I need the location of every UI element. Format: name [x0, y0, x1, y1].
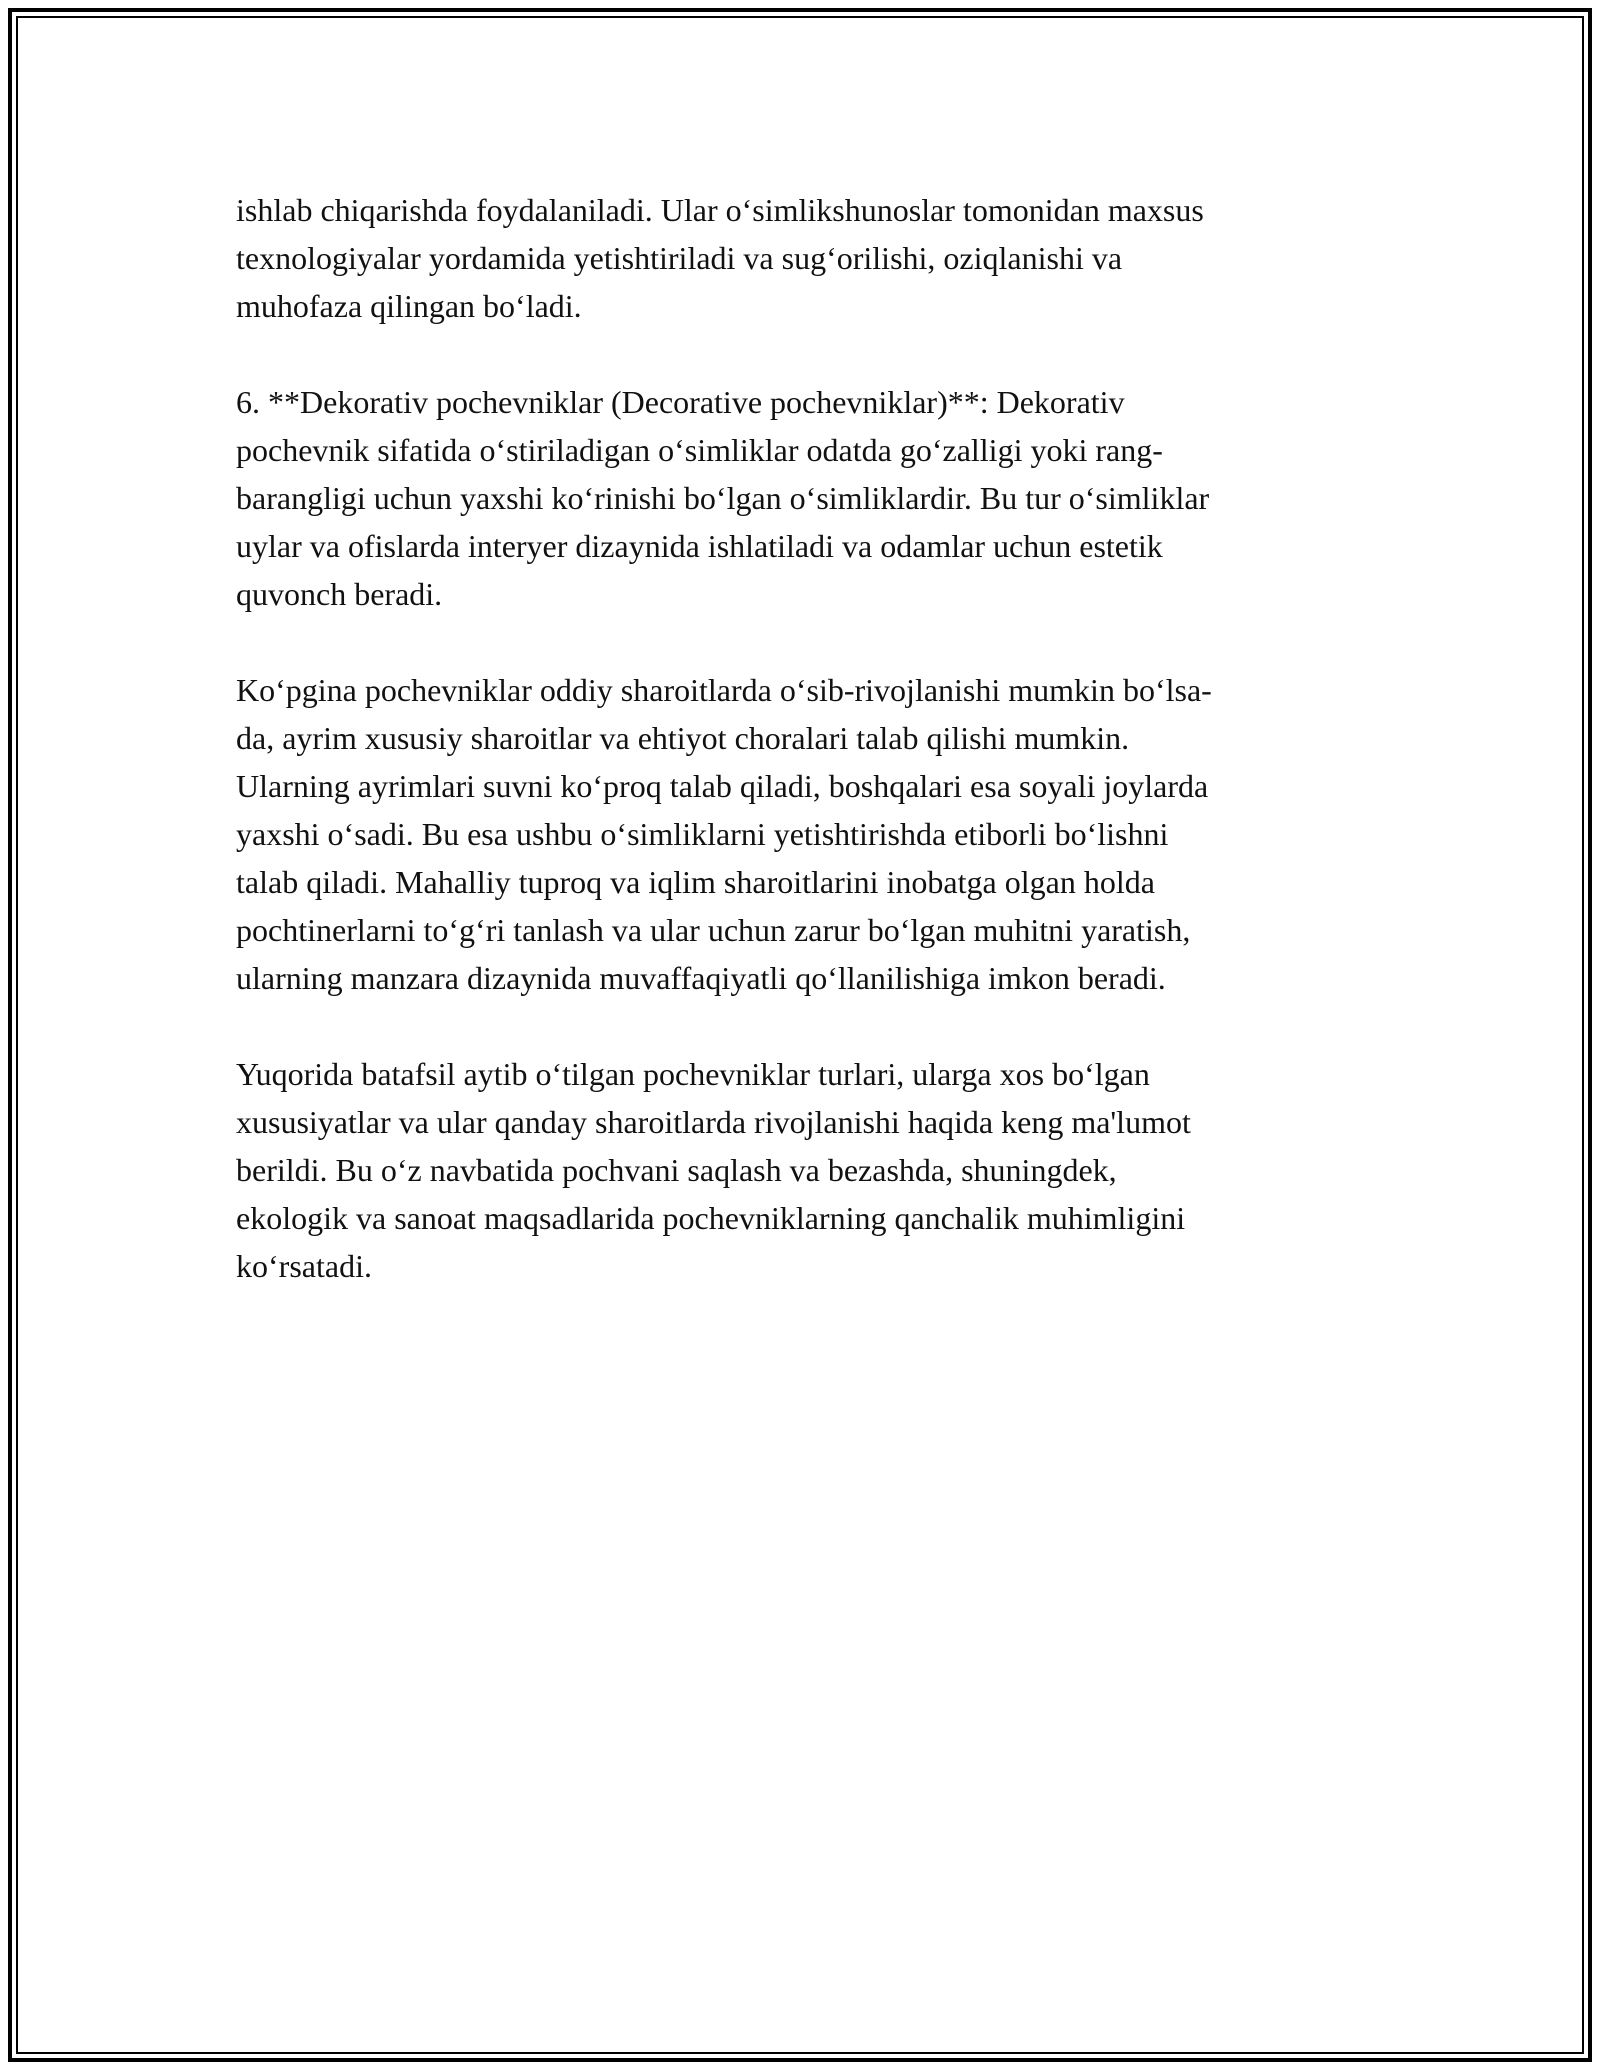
text-line: berildi. Bu o‘z navbatida pochvani saqlash va bezashda, shuningdek, [236, 1152, 1117, 1188]
text-line: texnologiyalar yordamida yetishtiriladi va sug‘orilishi, oziqlanishi va [236, 240, 1123, 276]
paragraph-conditions [236, 666, 1358, 1002]
text-line: Yuqorida batafsil aytib o‘tilgan pochevniklar turlari, ularga xos bo‘lgan [236, 1056, 1150, 1092]
text-line: muhofaza qilingan bo‘ladi. [236, 288, 582, 324]
text-line: ishlab chiqarishda foydalaniladi. Ular o‘simlikshunoslar tomonidan maxsus [236, 192, 1204, 228]
paragraph-continuation [236, 186, 1358, 330]
text-line: ekologik va sanoat maqsadlarida pochevniklarning qanchalik muhimligini [236, 1200, 1186, 1236]
document-body [236, 186, 1358, 1290]
text-line: ularning manzara dizaynida muvaffaqiyatli qo‘llanilishiga imkon beradi. [236, 960, 1166, 996]
text-line: barangligi uchun yaxshi ko‘rinishi bo‘lgan o‘simliklardir. Bu tur o‘simliklar [236, 480, 1210, 516]
paragraph-decorative [236, 378, 1358, 618]
text-line: Ko‘pgina pochevniklar oddiy sharoitlarda o‘sib-rivojlanishi mumkin bo‘lsa- [236, 672, 1212, 708]
text-line: talab qiladi. Mahalliy tuproq va iqlim sharoitlarini inobatga olgan holda [236, 864, 1155, 900]
text-line: quvonch beradi. [236, 576, 443, 612]
text-line: pochevnik sifatida o‘stiriladigan o‘simliklar odatda go‘zalligi yoki rang- [236, 432, 1163, 468]
paragraph-spacer [236, 618, 1358, 666]
text-line: da, ayrim xususiy sharoitlar va ehtiyot choralari talab qilishi mumkin. [236, 720, 1130, 756]
text-line: pochtinerlarni to‘g‘ri tanlash va ular uchun zarur bo‘lgan muhitni yaratish, [236, 912, 1191, 948]
paragraph-conclusion [236, 1050, 1358, 1290]
text-line: Ularning ayrimlari suvni ko‘proq talab qiladi, boshqalari esa soyali joylarda [236, 768, 1209, 804]
text-line: xususiyatlar va ular qanday sharoitlarda rivojlanishi haqida keng ma'lumot [236, 1104, 1191, 1140]
text-line: yaxshi o‘sadi. Bu esa ushbu o‘simliklarni yetishtirishda etiborli bo‘lishni [236, 816, 1169, 852]
paragraph-spacer [236, 330, 1358, 378]
text-line: 6. **Dekorativ pochevniklar (Decorative pochevniklar)**: Dekorativ [236, 384, 1125, 420]
text-line: uylar va ofislarda interyer dizaynida ishlatiladi va odamlar uchun estetik [236, 528, 1163, 564]
text-line: ko‘rsatadi. [236, 1248, 372, 1284]
paragraph-spacer [236, 1002, 1358, 1050]
